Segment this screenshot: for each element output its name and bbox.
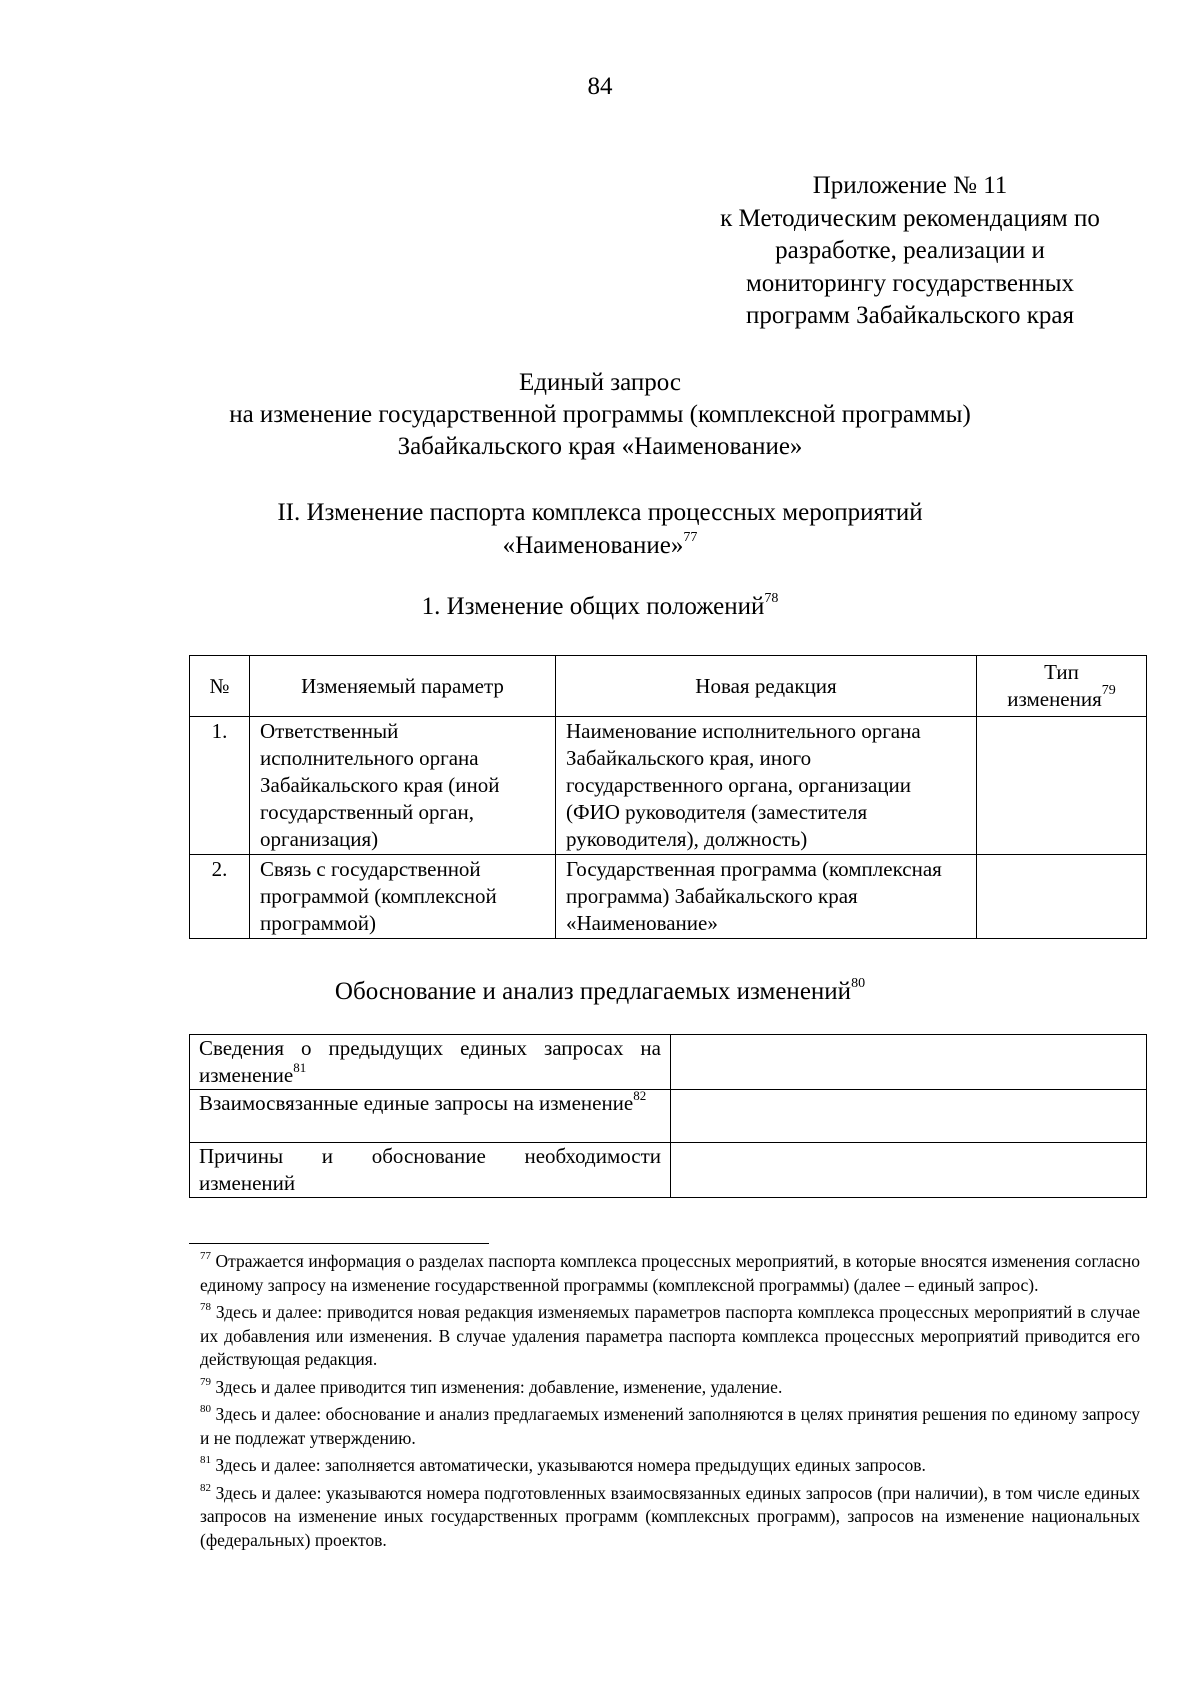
subsection-title <box>0 593 1200 621</box>
footnote-number: 80 <box>200 1403 211 1415</box>
row-number: 1. <box>190 717 250 855</box>
row-parameter: Связь с государственной программой (комплексной программой) <box>250 855 556 939</box>
footnote <box>200 1250 1140 1297</box>
footnote-ref[interactable]: 81 <box>293 1060 307 1075</box>
row-number: 2. <box>190 855 250 939</box>
changes-table <box>189 655 1147 939</box>
section-title <box>0 496 1200 562</box>
footnote-number: 79 <box>200 1375 211 1388</box>
footnote-number: 78 <box>200 1301 211 1313</box>
footnote-ref[interactable]: 82 <box>633 1088 647 1103</box>
row-value[interactable] <box>671 1035 1147 1090</box>
row-label-text: Сведения о предыдущих единых запросах на изменение <box>199 1036 661 1087</box>
column-header-change-type <box>977 656 1147 717</box>
analysis-title <box>0 978 1200 1006</box>
footnote-divider <box>189 1243 489 1244</box>
appendix-line: Приложение № 11 <box>812 172 1008 199</box>
footnote-ref[interactable]: 78 <box>764 591 779 606</box>
table-row <box>190 717 1147 855</box>
table-row <box>190 1090 1147 1143</box>
header-line <box>981 683 1142 713</box>
section-title-text: «Наименование» <box>502 532 684 559</box>
row-label-text: Взаимосвязанные единые запросы на изменение <box>199 1091 634 1115</box>
column-header-number: № <box>190 656 250 717</box>
footnote-text: Здесь и далее: приводится новая редакция изменяемых параметров паспорта комплекса процессных мероприятий в случае их добавления или изменения. В случае удаления параметра паспорта комплекса процессных мероприятий приводится его действующая редакция. <box>200 1302 1140 1369</box>
appendix-line: к Методическим рекомендациям по <box>720 204 1100 232</box>
document-title <box>0 367 1200 463</box>
section-title-line <box>0 529 1200 562</box>
appendix-header <box>660 170 1160 333</box>
section-title-line: II. Изменение паспорта комплекса процессных мероприятий <box>277 499 923 526</box>
row-label <box>190 1090 671 1143</box>
footnote <box>200 1403 1140 1450</box>
row-new-version: Наименование исполнительного органа Забайкальского края, иного государственного органа, организации (ФИО руководителя (заместителя руководителя), должность) <box>556 717 977 855</box>
footnote-text: Здесь и далее: заполняется автоматически, указываются номера предыдущих единых запросов. <box>211 1455 926 1475</box>
row-label <box>190 1143 671 1198</box>
column-header-parameter: Изменяемый параметр <box>250 656 556 717</box>
appendix-line: программ Забайкальского края <box>746 302 1074 329</box>
footnote-text: Здесь и далее: указываются номера подготовленных взаимосвязанных единых запросов (при наличии), в том числе единых запросов на изменение иных государственных программ (комплексных программ), запросов на изменение национальных (федеральных) проектов. <box>200 1482 1140 1550</box>
analysis-table <box>189 1034 1147 1198</box>
footnote <box>200 1454 1140 1478</box>
row-parameter: Ответственный исполнительного органа Забайкальского края (иной государственный орган, организация) <box>250 717 556 855</box>
footnote-text: Отражается информация о разделах паспорта комплекса процессных мероприятий, в которые вносятся изменения согласно единому запросу на изменение государственной программы (комплексной программы) (далее – единый запрос). <box>200 1251 1140 1295</box>
header-line: Тип <box>1044 660 1079 684</box>
footnotes <box>200 1250 1140 1556</box>
header-text: изменения <box>1007 687 1102 711</box>
footnote <box>200 1482 1140 1553</box>
appendix-line: мониторингу государственных <box>745 269 1075 297</box>
analysis-title-text: Обоснование и анализ предлагаемых изменений <box>334 978 852 1005</box>
table-header-row <box>190 656 1147 717</box>
row-new-version: Государственная программа (комплексная программа) Забайкальского края «Наименование» <box>556 855 977 939</box>
subsection-title-text: 1. Изменение общих положений <box>421 593 765 620</box>
footnote-number: 82 <box>200 1481 211 1494</box>
footnote-ref[interactable]: 77 <box>683 530 698 545</box>
appendix-line: разработке, реализации и <box>775 237 1045 264</box>
footnote-text: Здесь и далее: обоснование и анализ предлагаемых изменений заполняются в целях принятия решения по единому запросу и не подлежат утверждению. <box>200 1404 1140 1448</box>
footnote-number: 81 <box>200 1454 211 1466</box>
row-value[interactable] <box>671 1143 1147 1198</box>
title-line: Забайкальского края «Наименование» <box>397 433 803 460</box>
footnote <box>200 1376 1140 1400</box>
row-label-text: Причины и обоснование необходимости изменений <box>199 1144 661 1195</box>
footnote <box>200 1301 1140 1372</box>
footnote-ref[interactable]: 79 <box>1101 683 1116 698</box>
title-line: на изменение государственной программы (комплексной программы) <box>229 401 971 428</box>
table-row <box>190 1143 1147 1198</box>
row-value[interactable] <box>671 1090 1147 1143</box>
page-number: 84 <box>587 73 613 100</box>
row-label <box>190 1035 671 1090</box>
footnote-text: Здесь и далее приводится тип изменения: добавление, изменение, удаление. <box>211 1376 783 1397</box>
footnote-number: 77 <box>200 1250 211 1262</box>
row-change-type[interactable] <box>977 717 1147 855</box>
row-change-type[interactable] <box>977 855 1147 939</box>
table-row <box>190 1035 1147 1090</box>
column-header-new-version: Новая редакция <box>556 656 977 717</box>
footnote-ref[interactable]: 80 <box>851 976 866 991</box>
title-line: Единый запрос <box>519 369 681 396</box>
table-row <box>190 855 1147 939</box>
